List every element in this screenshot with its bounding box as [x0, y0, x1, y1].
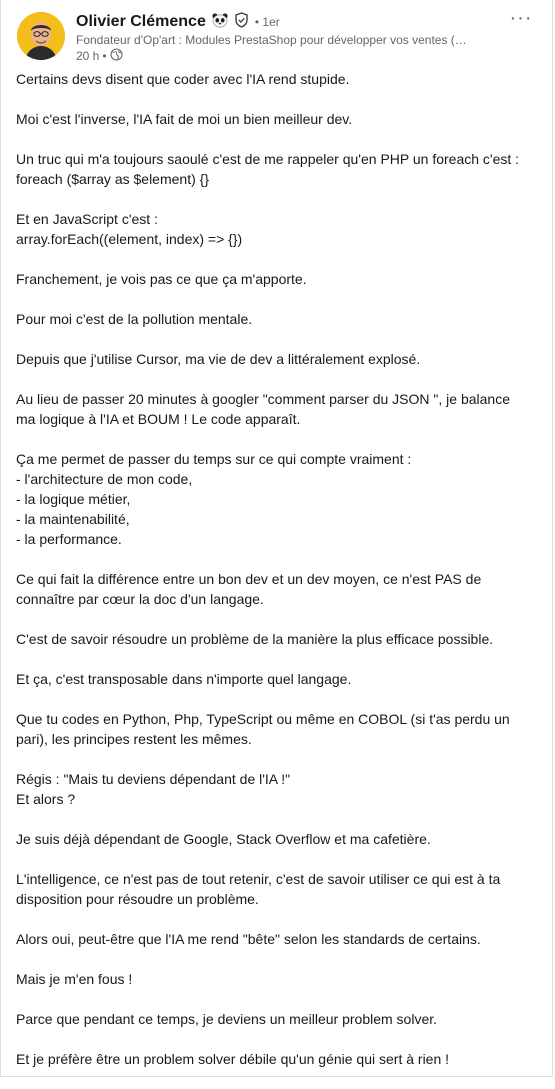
post-paragraph: [16, 209, 536, 249]
post-text-line: C'est de savoir résoudre un problème de la manière la plus efficace possible.: [16, 631, 494, 647]
post-text-line: array.forEach((element, index) => {}): [16, 231, 243, 247]
post-text-line: foreach ($array as $element) {}: [16, 171, 209, 187]
post-header: [17, 7, 536, 64]
post-text-line: disposition pour résoudre un problème.: [16, 891, 259, 907]
post-paragraph: [16, 969, 536, 989]
post-text-line: - la performance.: [16, 531, 122, 547]
post-paragraph: [16, 569, 536, 609]
dot-separator: •: [102, 49, 107, 63]
post-text-line: - la logique métier,: [16, 491, 131, 507]
post-paragraph: [16, 929, 536, 949]
post-text-line: Et en JavaScript c'est :: [16, 211, 158, 227]
post-text-line: Moi c'est l'inverse, l'IA fait de moi un bien meilleur dev.: [16, 111, 353, 127]
post-text-line: Au lieu de passer 20 minutes à googler "comment parser du JSON ", je balance: [16, 391, 510, 407]
post-text-line: L'intelligence, ce n'est pas de tout retenir, c'est de savoir utiliser ce qui est à ta: [16, 871, 501, 887]
degree-label: 1er: [262, 15, 280, 29]
post-text-line: Que tu codes en Python, Php, TypeScript ou même en COBOL (si t'as perdu un: [16, 711, 510, 727]
post-paragraph: [16, 769, 536, 809]
post-paragraph: [16, 109, 536, 129]
verified-shield-icon[interactable]: [234, 12, 249, 33]
post-paragraph: [16, 629, 536, 649]
post-text-line: Et alors ?: [16, 791, 76, 807]
post-text-line: Pour moi c'est de la pollution mentale.: [16, 311, 253, 327]
post-paragraph: [16, 449, 536, 549]
name-row: [76, 12, 496, 32]
post-paragraph: [16, 269, 536, 289]
more-options-icon[interactable]: ···: [509, 7, 533, 29]
post-text-line: ma logique à l'IA et BOUM ! Le code apparaît.: [16, 411, 301, 427]
author-headline: Fondateur d'Op'art : Modules PrestaShop pour développer vos ventes (…: [76, 33, 467, 47]
connection-degree: • 1er: [254, 15, 280, 29]
post-text-line: Je suis déjà dépendant de Google, Stack Overflow et ma cafetière.: [16, 831, 431, 847]
post-paragraph: [16, 869, 536, 909]
post-text-line: Ce qui fait la différence entre un bon dev et un dev moyen, ce n'est PAS de: [16, 571, 482, 587]
post-text-line: Et je préfère être un problem solver débile qu'un génie qui sert à rien !: [16, 1051, 450, 1067]
post-time-row: [76, 48, 496, 64]
post-paragraph: [16, 349, 536, 369]
post-text-line: connaître par cœur la doc d'un langage.: [16, 591, 264, 607]
post-text-line: Certains devs disent que coder avec l'IA rend stupide.: [16, 71, 350, 87]
post-paragraph: [16, 709, 536, 749]
author-meta: [76, 12, 496, 64]
post-paragraph: [16, 389, 536, 429]
post-text-line: Mais je m'en fous !: [16, 971, 133, 987]
post-paragraph: [16, 1009, 536, 1029]
post-text-line: Régis : "Mais tu deviens dépendant de l'IA !": [16, 771, 291, 787]
post-text-line: Alors oui, peut-être que l'IA me rend "bête" selon les standards de certains.: [16, 931, 481, 947]
post-text-line: Franchement, je vois pas ce que ça m'apporte.: [16, 271, 307, 287]
post-paragraph: [16, 829, 536, 849]
post-text-line: - l'architecture de mon code,: [16, 471, 193, 487]
panda-emoji-icon: [211, 12, 229, 33]
post-body: [16, 69, 536, 1089]
post-text-line: Et ça, c'est transposable dans n'importe quel langage.: [16, 671, 352, 687]
globe-icon: [110, 48, 123, 65]
post-paragraph: [16, 669, 536, 689]
post-text-line: Ça me permet de passer du temps sur ce qui compte vraiment :: [16, 451, 412, 467]
post-paragraph: [16, 1049, 536, 1069]
post-text-line: pari), les principes restent les mêmes.: [16, 731, 252, 747]
avatar[interactable]: [17, 12, 65, 60]
post-text-line: Depuis que j'utilise Cursor, ma vie de dev a littéralement explosé.: [16, 351, 421, 367]
author-name[interactable]: Olivier Clémence: [76, 13, 206, 30]
avatar-portrait-icon: [17, 12, 65, 60]
post-paragraph: [16, 149, 536, 189]
post-paragraph: [16, 309, 536, 329]
post-text-line: Un truc qui m'a toujours saoulé c'est de me rappeler qu'en PHP un foreach c'est :: [16, 151, 520, 167]
post-text-line: Parce que pendant ce temps, je deviens un meilleur problem solver.: [16, 1011, 438, 1027]
post-time: 20 h: [76, 49, 100, 63]
post-text-line: - la maintenabilité,: [16, 511, 130, 527]
post-paragraph: [16, 69, 536, 89]
